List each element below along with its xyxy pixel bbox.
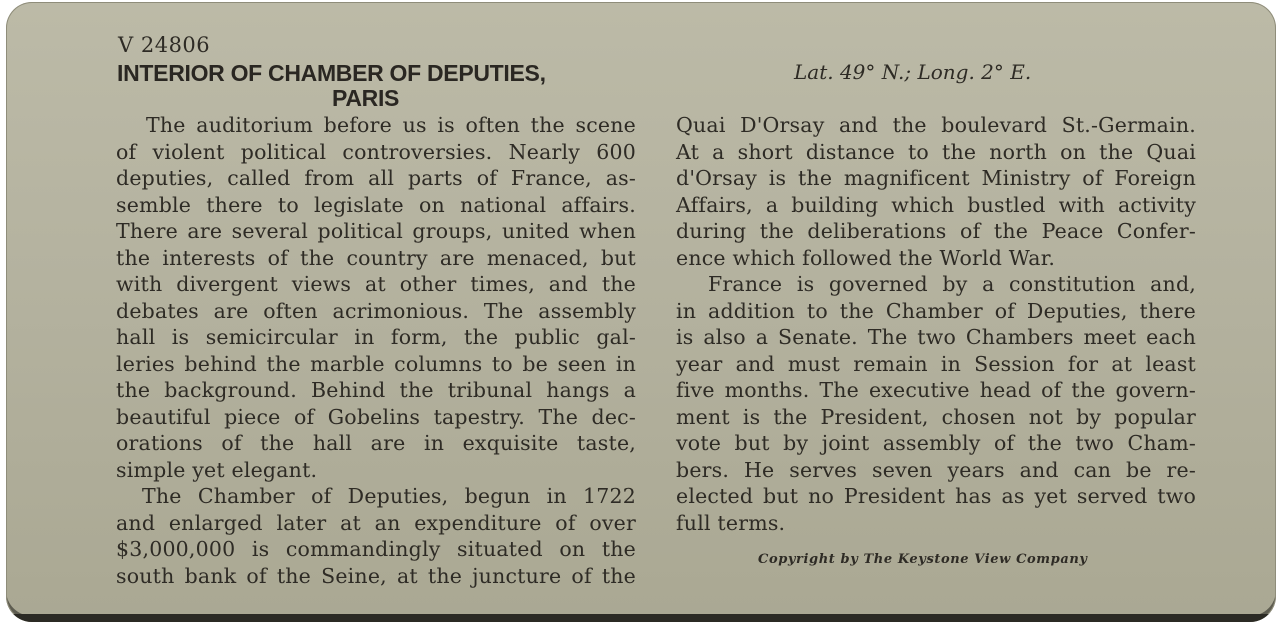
paragraph-line: debates are often acrimonious. The assembly [116, 298, 636, 323]
paragraph-line: deputies, called from all parts of France, as- [116, 166, 636, 190]
paragraph-line: during the deliberations of the Peace Confer- [676, 219, 1196, 243]
left-text-column [116, 112, 636, 589]
paragraph-line: At a short distance to the north on the Quai [676, 139, 1196, 164]
paragraph-line: ence which followed the World War. [676, 245, 1056, 270]
paragraph-line: of violent political controversies. Nearly 600 [116, 139, 636, 164]
paragraph-line: vote but by joint assembly of the two Cham- [676, 431, 1196, 455]
paragraph-line: d'Orsay is the magnificent Ministry of Foreign [676, 166, 1196, 190]
catalog-number: V 24806 [118, 33, 211, 57]
paragraph-line: semble there to legislate on national affairs. [116, 192, 636, 217]
paragraph-line: year and must remain in Session for at least [676, 351, 1196, 376]
latitude-longitude: Lat. 49° N.; Long. 2° E. [794, 60, 1032, 84]
paragraph-line: in addition to the Chamber of Deputies, there [676, 298, 1196, 323]
paragraph-line: The Chamber of Deputies, begun in 1722 [142, 484, 636, 508]
paragraph-line: five months. The executive head of the govern- [676, 378, 1196, 402]
paragraph-line: ment is the President, chosen not by popular [676, 404, 1196, 429]
paragraph-line: the interests of the country are menaced, but [116, 245, 636, 270]
paragraph-line: full terms. [676, 510, 786, 535]
paragraph-line: bers. He serves seven years and can be re- [676, 457, 1196, 482]
paragraph-line: simple yet elegant. [116, 457, 318, 482]
paragraph-line: hall is semicircular in form, the public gal- [116, 325, 636, 349]
copyright-notice: Copyright by The Keystone View Company [758, 552, 1088, 567]
paragraph-line: the background. Behind the tribunal hangs a [116, 378, 636, 402]
paragraph-line: elected but no President has as yet served two [676, 484, 1196, 508]
card-title-line-1: INTERIOR OF CHAMBER OF DEPUTIES, [117, 60, 546, 86]
paragraph-line: The auditorium before us is often the scene [146, 113, 636, 137]
paragraph-line: orations of the hall are in exquisite taste, [116, 431, 636, 455]
card-bottom-edge [6, 614, 1276, 622]
paragraph-line: leries behind the marble columns to be seen in [116, 351, 636, 376]
right-text-column [676, 112, 1196, 536]
paragraph-line: $3,000,000 is commandingly situated on the [116, 537, 636, 561]
card-title-line-2: PARIS [332, 85, 400, 111]
paragraph-line: France is governed by a constitution and, [708, 272, 1196, 296]
stereoview-card-back [6, 2, 1276, 622]
paragraph-line: beautiful piece of Gobelins tapestry. The dec- [116, 404, 636, 429]
paragraph-line: Quai D'Orsay and the boulevard St.-Germain. [676, 113, 1196, 137]
paragraph-line: is also a Senate. The two Chambers meet each [676, 325, 1196, 349]
paragraph-line: south bank of the Seine, at the juncture of the [116, 563, 636, 588]
paragraph-line: with divergent views at other times, and the [116, 272, 636, 296]
paragraph-line: There are several political groups, united when [116, 219, 636, 243]
paragraph-line: Affairs, a building which bustled with activity [676, 192, 1196, 217]
paragraph-line: and enlarged later at an expenditure of over [116, 510, 636, 535]
